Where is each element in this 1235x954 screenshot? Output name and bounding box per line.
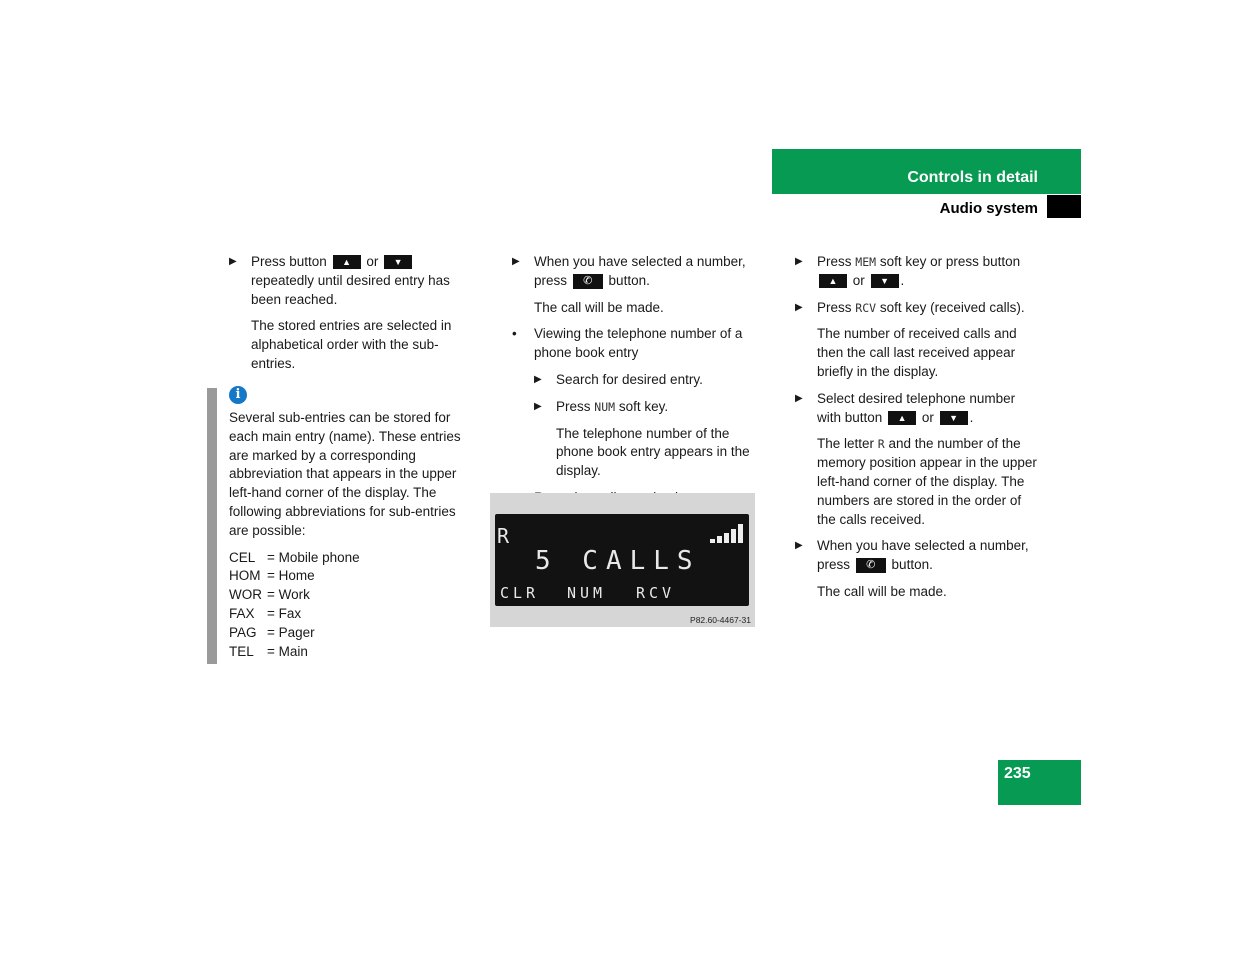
phone-button-icon: ✆: [573, 274, 603, 289]
step-arrow-icon: ▶: [534, 373, 542, 385]
display-illustration: [490, 493, 755, 627]
step-item: ▶ Select desired telephone number with button ▲ or ▼ .: [795, 390, 1016, 425]
abbreviation-value: = Work: [267, 587, 310, 603]
step-arrow-icon: ▶: [795, 540, 803, 552]
step-arrow-icon: ▶: [795, 392, 803, 404]
step-item: ▶ When you have selected a number, press ✆ button.: [512, 254, 746, 288]
abbreviation-key: HOM: [229, 568, 261, 584]
abbreviation-list: [229, 549, 474, 662]
step-arrow-icon: ▶: [534, 400, 542, 412]
abbreviation-key: PAG: [229, 624, 257, 640]
bullet-item: • Viewing the telephone number of a phone book entry: [512, 326, 743, 361]
section-title: Controls in detail: [907, 169, 1038, 186]
subtitle-marker: [1047, 195, 1081, 218]
up-button-icon: ▲: [888, 411, 916, 425]
step-arrow-icon: ▶: [512, 256, 520, 267]
page-number: 235: [1004, 765, 1031, 782]
abbreviation-row: [229, 586, 474, 605]
bullet-icon: •: [512, 326, 517, 342]
step-item: ▶ Search for desired entry.: [534, 371, 762, 390]
paragraph: The telephone number of the phone book entry appears in the display.: [556, 425, 750, 479]
softkey-clr: CLR: [500, 584, 540, 602]
abbreviation-row: [229, 643, 474, 662]
column-3: [795, 253, 1040, 602]
abbreviation-value: = Pager: [267, 624, 315, 640]
step-item: ▶ Press NUM soft key.: [534, 398, 762, 417]
info-box: [229, 409, 474, 661]
abbreviation-value: = Home: [267, 568, 315, 584]
step-arrow-icon: ▶: [229, 256, 237, 267]
down-button-icon: ▼: [940, 411, 968, 425]
softkey-rcv: RCV: [636, 584, 676, 602]
figure-caption: P82.60-4467-31: [690, 615, 751, 625]
paragraph: The call will be made.: [817, 583, 947, 599]
info-icon: i: [229, 386, 247, 404]
abbreviation-row: [229, 549, 474, 568]
abbreviation-value: = Fax: [267, 605, 302, 621]
num-softkey-label: NUM: [594, 399, 616, 414]
mem-softkey-label: MEM: [855, 255, 877, 269]
softkey-num: NUM: [567, 584, 607, 602]
lcd-screen: [495, 514, 749, 606]
paragraph: The letter R and the number of the memory position appear in the upper left-hand corner of the display. The numbers are stored in the order of the calls received.: [817, 436, 1037, 527]
step-item: ▶ When you have selected a number, press ✆ button.: [795, 538, 1029, 573]
abbreviation-row: [229, 624, 474, 643]
column-2: [512, 253, 762, 508]
paragraph: The number of received calls and then the call last received appear briefly in the display.: [817, 326, 1017, 379]
step-item: ▶ Press RCV soft key (received calls).: [795, 299, 1040, 318]
abbreviation-key: WOR: [229, 587, 262, 603]
abbreviation-key: FAX: [229, 605, 255, 621]
display-main-text: 5 CALLS: [535, 546, 701, 576]
info-sidebar: [207, 388, 217, 664]
rcv-softkey-label: RCV: [855, 300, 877, 315]
abbreviation-key: CEL: [229, 549, 256, 565]
down-button-icon: ▼: [384, 255, 412, 269]
abbreviation-key: TEL: [229, 643, 254, 659]
corner-letter: R: [497, 524, 510, 548]
section-subtitle: Audio system: [939, 200, 1038, 217]
r-letter-label: R: [877, 437, 885, 452]
up-button-icon: ▲: [333, 255, 361, 269]
step-item: ▶ Press button ▲ or ▼ repeatedly until desired entry has been reached.: [229, 254, 450, 307]
up-button-icon: ▲: [819, 274, 847, 288]
down-button-icon: ▼: [871, 274, 899, 288]
abbreviation-value: = Main: [267, 643, 308, 659]
column-1: [229, 253, 474, 374]
paragraph: The stored entries are selected in alphabetical order with the sub-entries.: [251, 318, 452, 371]
abbreviation-row: [229, 605, 474, 624]
paragraph: The call will be made.: [534, 299, 664, 315]
step-arrow-icon: ▶: [795, 301, 803, 313]
abbreviation-value: = Mobile phone: [267, 549, 360, 565]
step-arrow-icon: ▶: [795, 256, 803, 267]
phone-button-icon: ✆: [856, 558, 886, 573]
abbreviation-row: [229, 567, 474, 586]
signal-strength-icon: [709, 522, 747, 544]
step-item: ▶ Press MEM soft key or press button ▲ or ▼ .: [795, 254, 1021, 288]
info-text: Several sub-entries can be stored for each main entry (name). These entries are marked by a corresponding abbreviation that appears in the upper left-hand corner of the display. The following abbreviations for sub-entries are possible:: [229, 410, 461, 538]
